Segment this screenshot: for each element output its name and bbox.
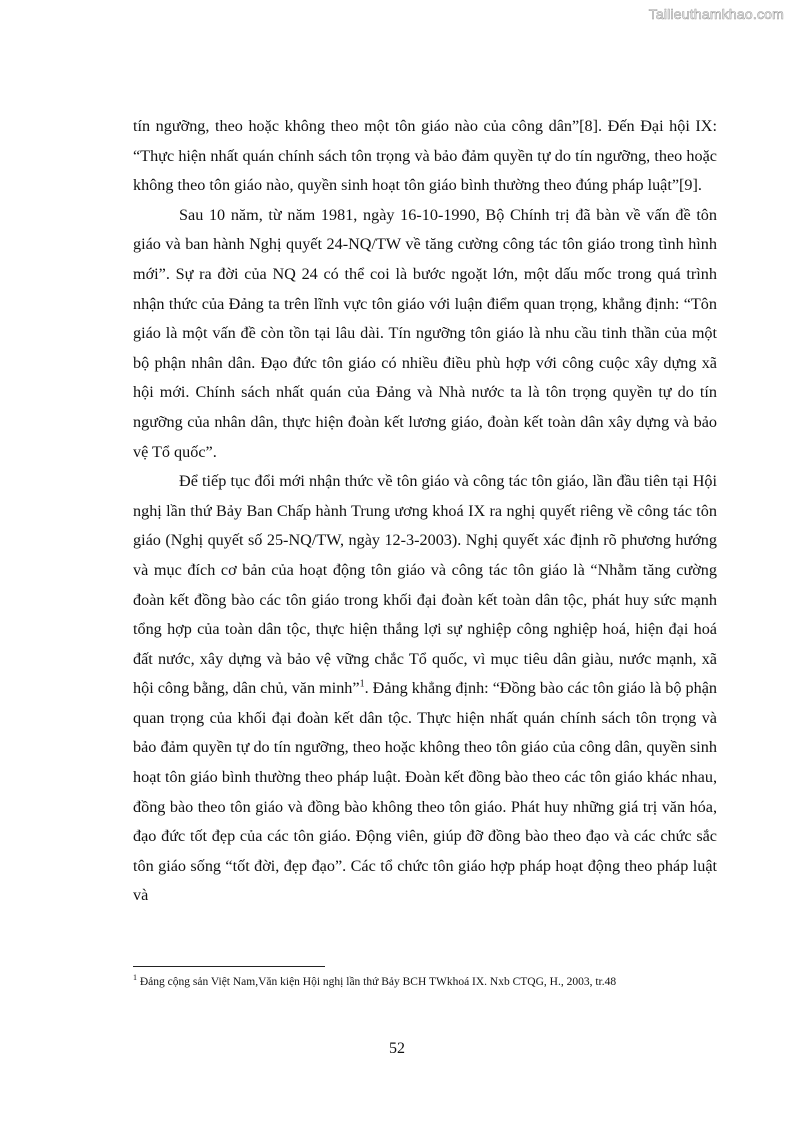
paragraph-continuation: tín ngưỡng, theo hoặc không theo một tôn giáo nào của công dân”[8]. Đến Đại hội IX: “Thực hiện nhất quán chính sách tôn trọng và bảo đảm quyền tự do tín ngưỡng, theo hoặc không theo tôn giáo nào, quyền sinh hoạt tôn giáo bình thường theo đúng pháp luật”[9]. bbox=[133, 117, 717, 195]
footnote bbox=[133, 975, 733, 989]
footnote-text: Đảng cộng sản Việt Nam,Văn kiện Hội nghị lần thứ Bảy BCH TWkhoá IX. Nxb CTQG, H., 2003, tr.48 bbox=[137, 976, 617, 988]
footnote-number: 1 bbox=[133, 973, 137, 983]
page-number: 52 bbox=[389, 1040, 405, 1057]
document-body bbox=[133, 112, 717, 911]
footnote-reference[interactable]: 1 bbox=[359, 678, 365, 690]
paragraph-resolution-25-text: Để tiếp tục đổi mới nhận thức về tôn giáo và công tác tôn giáo, lần đầu tiên tại Hội nghị lần thứ Bảy Ban Chấp hành Trung ương khoá IX ra nghị quyết riêng về công tác tôn giáo (Nghị quyết số 25-NQ/TW, ngày 12-3-2003). Nghị quyết xác định rõ phương hướng và mục đích cơ bản của hoạt động tôn giáo và công tác tôn giáo là “Nhằm tăng cường đoàn kết đồng bào các tôn giáo trong khối đại đoàn kết toàn dân tộc, phát huy sức mạnh tổng hợp của toàn dân tộc, thực hiện thắng lợi sự nghiệp công nghiệp hoá, hiện đại hoá đất nước, xây dựng và bảo vệ vững chắc Tổ quốc, vì mục tiêu dân giàu, nước mạnh, xã hội công bằng, dân chủ, văn minh” bbox=[133, 472, 717, 698]
paragraph-resolution-24: Sau 10 năm, từ năm 1981, ngày 16-10-1990, Bộ Chính trị đã bàn về vấn đề tôn giáo và ban hành Nghị quyết 24-NQ/TW về tăng cường công tác tôn giáo trong tình hình mới”. Sự ra đời của NQ 24 có thể coi là bước ngoặt lớn, một dấu mốc trong quá trình nhận thức của Đảng ta trên lĩnh vực tôn giáo với luận điểm quan trọng, khẳng định: “Tôn giáo là một vấn đề còn tồn tại lâu dài. Tín ngưỡng tôn giáo là nhu cầu tinh thần của một bộ phận nhân dân. Đạo đức tôn giáo có nhiều điều phù hợp với công cuộc xây dựng xã hội mới. Chính sách nhất quán của Đảng và Nhà nước ta là tôn trọng quyền tự do tín ngưỡng của nhân dân, thực hiện đoàn kết lương giáo, đoàn kết toàn dân xây dựng và bảo vệ Tổ quốc”. bbox=[133, 205, 717, 461]
watermark-text: Tailieuthamkhao.com bbox=[648, 6, 784, 22]
paragraph-resolution-25 bbox=[133, 467, 717, 911]
paragraph-resolution-25-continued: . Đảng khẳng định: “Đồng bào các tôn giáo là bộ phận quan trọng của khối đại đoàn kết dân tộc. Thực hiện nhất quán chính sách tôn trọng và bảo đảm quyền tự do tín ngưỡng, theo hoặc không theo tôn giáo của công dân, quyền sinh hoạt tôn giáo bình thường theo pháp luật. Đoàn kết đồng bào theo các tôn giáo khác nhau, đồng bào theo tôn giáo và đồng bào không theo tôn giáo. Phát huy những giá trị văn hóa, đạo đức tốt đẹp của các tôn giáo. Động viên, giúp đỡ đồng bào theo đạo và các chức sắc tôn giáo sống “tốt đời, đẹp đạo”. Các tổ chức tôn giáo hợp pháp hoạt động theo pháp luật và bbox=[133, 679, 718, 905]
footnote-divider bbox=[133, 966, 325, 967]
